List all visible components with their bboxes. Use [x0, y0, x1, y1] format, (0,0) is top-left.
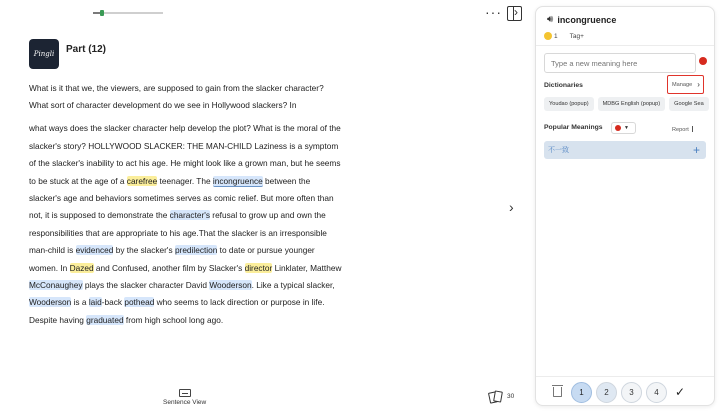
cards-icon [489, 390, 504, 403]
text-run: . Like a typical slacker, [251, 279, 335, 290]
highlighted-word[interactable]: Dazed [69, 262, 94, 273]
word-meta [544, 32, 584, 40]
text-run: refusal to grow up and own the responsibilities that are appropriate to his age.That the slacker is an irresponsible man-child is [29, 210, 327, 256]
dictionary-tab-google[interactable]: Google Sea [669, 97, 709, 111]
dictionary-tab-youdao[interactable]: Youdao (popup) [544, 97, 594, 111]
chapter-title: Part (12) [66, 44, 107, 55]
speaker-icon[interactable]: 🔊︎ [547, 14, 554, 25]
highlighted-word[interactable]: Wooderson [209, 279, 252, 290]
flashcards-button[interactable] [489, 390, 514, 403]
report-button[interactable] [672, 125, 697, 133]
meaning-language-select[interactable] [611, 122, 636, 134]
meaning-text: 不一致 [548, 147, 569, 154]
language-flag-icon [615, 125, 621, 131]
dictionary-tab-mdbg[interactable]: MDBG English (popup) [598, 97, 666, 111]
highlighted-word[interactable]: McConaughey [29, 279, 83, 290]
chapter-header [29, 39, 106, 69]
chevron-right-icon: › [697, 80, 700, 89]
cards-count: 30 [507, 393, 515, 400]
meaning-item[interactable] [544, 141, 706, 159]
highlighted-word[interactable]: evidenced [75, 245, 114, 256]
reading-progress-marker [100, 10, 104, 16]
sentence-view-button[interactable] [163, 389, 206, 406]
paragraph [29, 120, 344, 329]
more-options-button[interactable]: ··· [485, 4, 502, 20]
highlighted-word[interactable]: incongruence [212, 175, 263, 186]
sentence-view-icon [179, 389, 191, 397]
book-cover: Pingli [29, 39, 59, 69]
text-run: What is it that we, the viewers, are supposed to gain from the slacker character? What sort of character development do we see in Hollywood slackers? In [29, 83, 324, 111]
text-run: by the slacker's [113, 245, 175, 256]
trash-icon[interactable] [553, 387, 562, 397]
like-icon[interactable] [544, 32, 552, 40]
manage-label: Manage [672, 81, 693, 88]
text-run: Linklater, Matthew [272, 262, 342, 273]
manage-dictionaries-button[interactable] [667, 75, 704, 94]
check-icon[interactable]: ✓ [675, 385, 686, 399]
text-run: teenager. The [157, 175, 213, 186]
add-meaning-icon[interactable]: + [692, 143, 700, 157]
highlighted-word[interactable]: director [244, 262, 273, 273]
selected-word: incongruence [557, 14, 617, 25]
rating-button-1[interactable]: 1 [571, 382, 592, 403]
highlighted-word[interactable]: predilection [174, 245, 218, 256]
rating-button-4[interactable]: 4 [646, 382, 667, 403]
flag-icon [692, 126, 697, 132]
text-run: who seems to lack direction or purpose in life. Despite having [29, 297, 325, 325]
highlighted-word[interactable]: graduated [86, 314, 124, 325]
text-run: -back [101, 297, 125, 308]
language-flag-icon[interactable] [699, 57, 707, 65]
text-run: and Confused, another film by Slacker's [93, 262, 245, 273]
chevron-right-icon[interactable]: › [509, 199, 514, 215]
dictionaries-label: Dictionaries [544, 82, 583, 89]
highlighted-word[interactable]: Wooderson [29, 297, 72, 308]
word-panel [535, 6, 715, 406]
highlighted-word[interactable]: carefree [126, 175, 158, 186]
chevron-down-icon: ▼ [624, 125, 629, 131]
paragraph [29, 80, 344, 115]
popular-meanings-label: Popular Meanings [544, 124, 603, 131]
rating-button-3[interactable]: 3 [621, 382, 642, 403]
new-meaning-input[interactable] [544, 53, 696, 73]
like-count: 1 [554, 32, 558, 40]
sentence-view-label: Sentence View [163, 399, 207, 406]
reading-text [29, 80, 344, 335]
tag-button[interactable]: Tag+ [569, 32, 584, 40]
text-run: to date or pursue younger women. In [29, 245, 315, 273]
text-run: plays the slacker character David [82, 279, 210, 290]
highlighted-word[interactable]: character's [169, 210, 210, 221]
text-run: is a [71, 297, 89, 308]
toggle-panel-icon[interactable] [507, 6, 522, 21]
dictionary-tabs [544, 97, 713, 111]
text-run: from high school long ago. [123, 314, 224, 325]
divider [536, 45, 714, 46]
report-label: Report [672, 127, 689, 133]
highlighted-word[interactable]: laid [88, 297, 102, 308]
text-run: what ways does the slacker character help develop the plot? What is the moral of the slacker's story? HOLLYWOOD SLACKER: THE MAN-CHILD Laziness is a symptom of the slacker's inability to act his age. He might look like a grown man, but he seems to be stuck at the age of a [29, 123, 341, 186]
word-header [547, 14, 616, 25]
text-run: between the slacker's age and behaviors sometimes serves as comic relief. But more often than not, it is supposed to demonstrate the [29, 175, 334, 221]
highlighted-word[interactable]: pothead [124, 297, 155, 308]
rating-button-2[interactable]: 2 [596, 382, 617, 403]
rating-bar [536, 377, 714, 406]
reading-progress-bar[interactable] [93, 12, 163, 14]
